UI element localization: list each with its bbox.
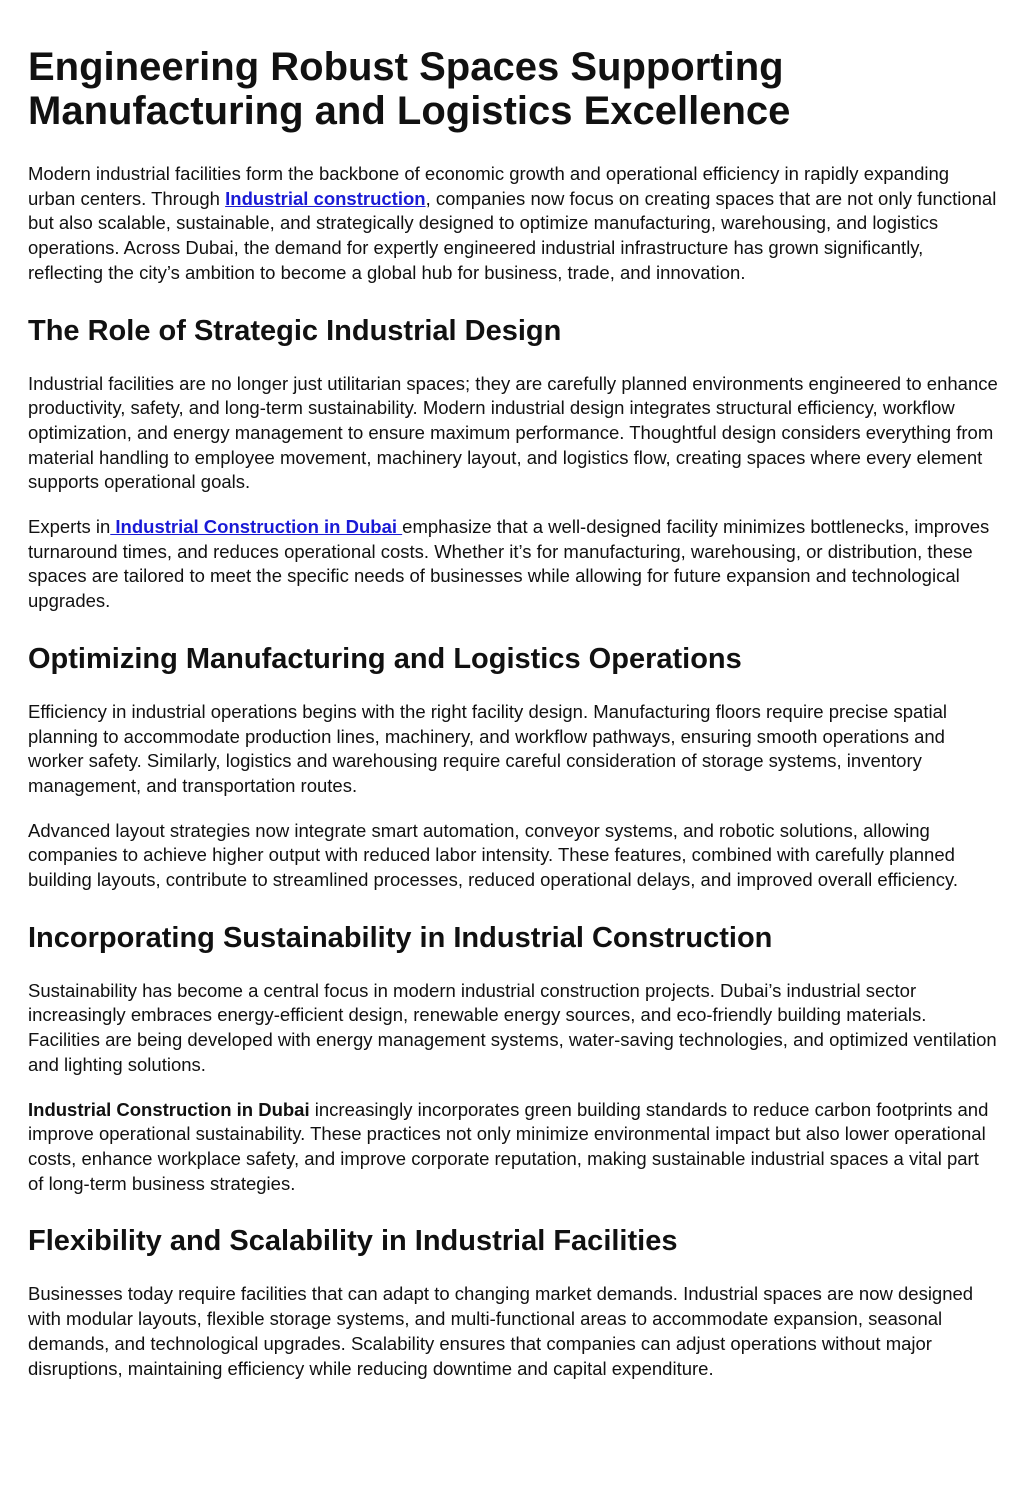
paragraph bbox=[28, 515, 998, 614]
paragraph: Advanced layout strategies now integrate smart automation, conveyor systems, and robotic solutions, allowing companies to achieve higher output with reduced labor intensity. These features, combined with carefully planned building layouts, contribute to streamlined processes, reduced operational delays, and improved overall efficiency. bbox=[28, 819, 958, 891]
intro-paragraph bbox=[28, 162, 998, 286]
page-title: Engineering Robust Spaces Supporting Manufacturing and Logistics Excellence bbox=[28, 45, 791, 133]
section-heading: Incorporating Sustainability in Industrial Construction bbox=[28, 921, 773, 954]
industrial-construction-link[interactable]: Industrial construction bbox=[225, 187, 426, 209]
paragraph: Sustainability has become a central focus in modern industrial construction projects. Dubai’s industrial sector increasingly embraces energy-efficient design, renewable energy sources, and eco-friendly building materials. Facilities are being developed with energy management systems, water-saving technologies, and optimized ventilation and lighting solutions. bbox=[28, 979, 997, 1075]
section-heading: The Role of Strategic Industrial Design bbox=[28, 314, 562, 347]
text: emphasize that a well-designed facility minimizes bottlenecks, improves turnaround times, and reduces operational costs. Whether it’s for manufacturing, warehousing, or distribution, these spaces are tailored to meet the specific needs of businesses while allowing for future expansion and technological upgrades. bbox=[28, 516, 990, 612]
paragraph: Businesses today require facilities that can adapt to changing market demands. Industrial spaces are now designed with modular layouts, flexible storage systems, and multi-functional areas to accommodate expansion, seasonal demands, and technological upgrades. Scalability ensures that companies can adjust operations without major disruptions, maintaining efficiency while reducing downtime and capital expenditure. bbox=[28, 1283, 974, 1379]
paragraph bbox=[28, 1098, 998, 1197]
industrial-construction-dubai-link[interactable]: Industrial Construction in Dubai bbox=[110, 516, 403, 538]
article bbox=[0, 45, 1024, 1381]
section-heading: Flexibility and Scalability in Industrial Facilities bbox=[28, 1225, 678, 1258]
text: increasingly incorporates green building standards to reduce carbon footprints and improve operational sustainability. These practices not only minimize environmental impact but also lower operational costs, enhance workplace safety, and improve corporate reputation, making sustainable industrial spaces a vital part of long-term business strategies. bbox=[28, 1098, 989, 1194]
bold-text: Industrial Construction in Dubai bbox=[28, 1098, 310, 1120]
text: , companies now focus on creating spaces that are not only functional but also scalable, sustainable, and strategically designed to optimize manufacturing, warehousing, and logistics operations. Across Dubai, the demand for expertly engineered industrial infrastructure has grown significantly, reflecting the city’s ambition to become a global hub for business, trade, and innovation. bbox=[28, 187, 997, 283]
text: Modern industrial facilities form the backbone of economic growth and operational efficiency in rapidly expanding urban centers. Through bbox=[28, 163, 950, 209]
text: Experts in bbox=[28, 516, 111, 538]
paragraph: Industrial facilities are no longer just utilitarian spaces; they are carefully planned environments engineered to enhance productivity, safety, and long-term sustainability. Modern industrial design integrates structural efficiency, workflow optimization, and energy management to ensure maximum performance. Thoughtful design considers everything from material handling to employee movement, machinery layout, and logistics flow, creating spaces where every element supports operational goals. bbox=[28, 372, 998, 493]
section-heading: Optimizing Manufacturing and Logistics Operations bbox=[28, 642, 742, 675]
paragraph: Efficiency in industrial operations begins with the right facility design. Manufacturing floors require precise spatial planning to accommodate production lines, machinery, and workflow pathways, ensuring smooth operations and worker safety. Similarly, logistics and warehousing require careful consideration of storage systems, inventory management, and transportation routes. bbox=[28, 700, 947, 796]
